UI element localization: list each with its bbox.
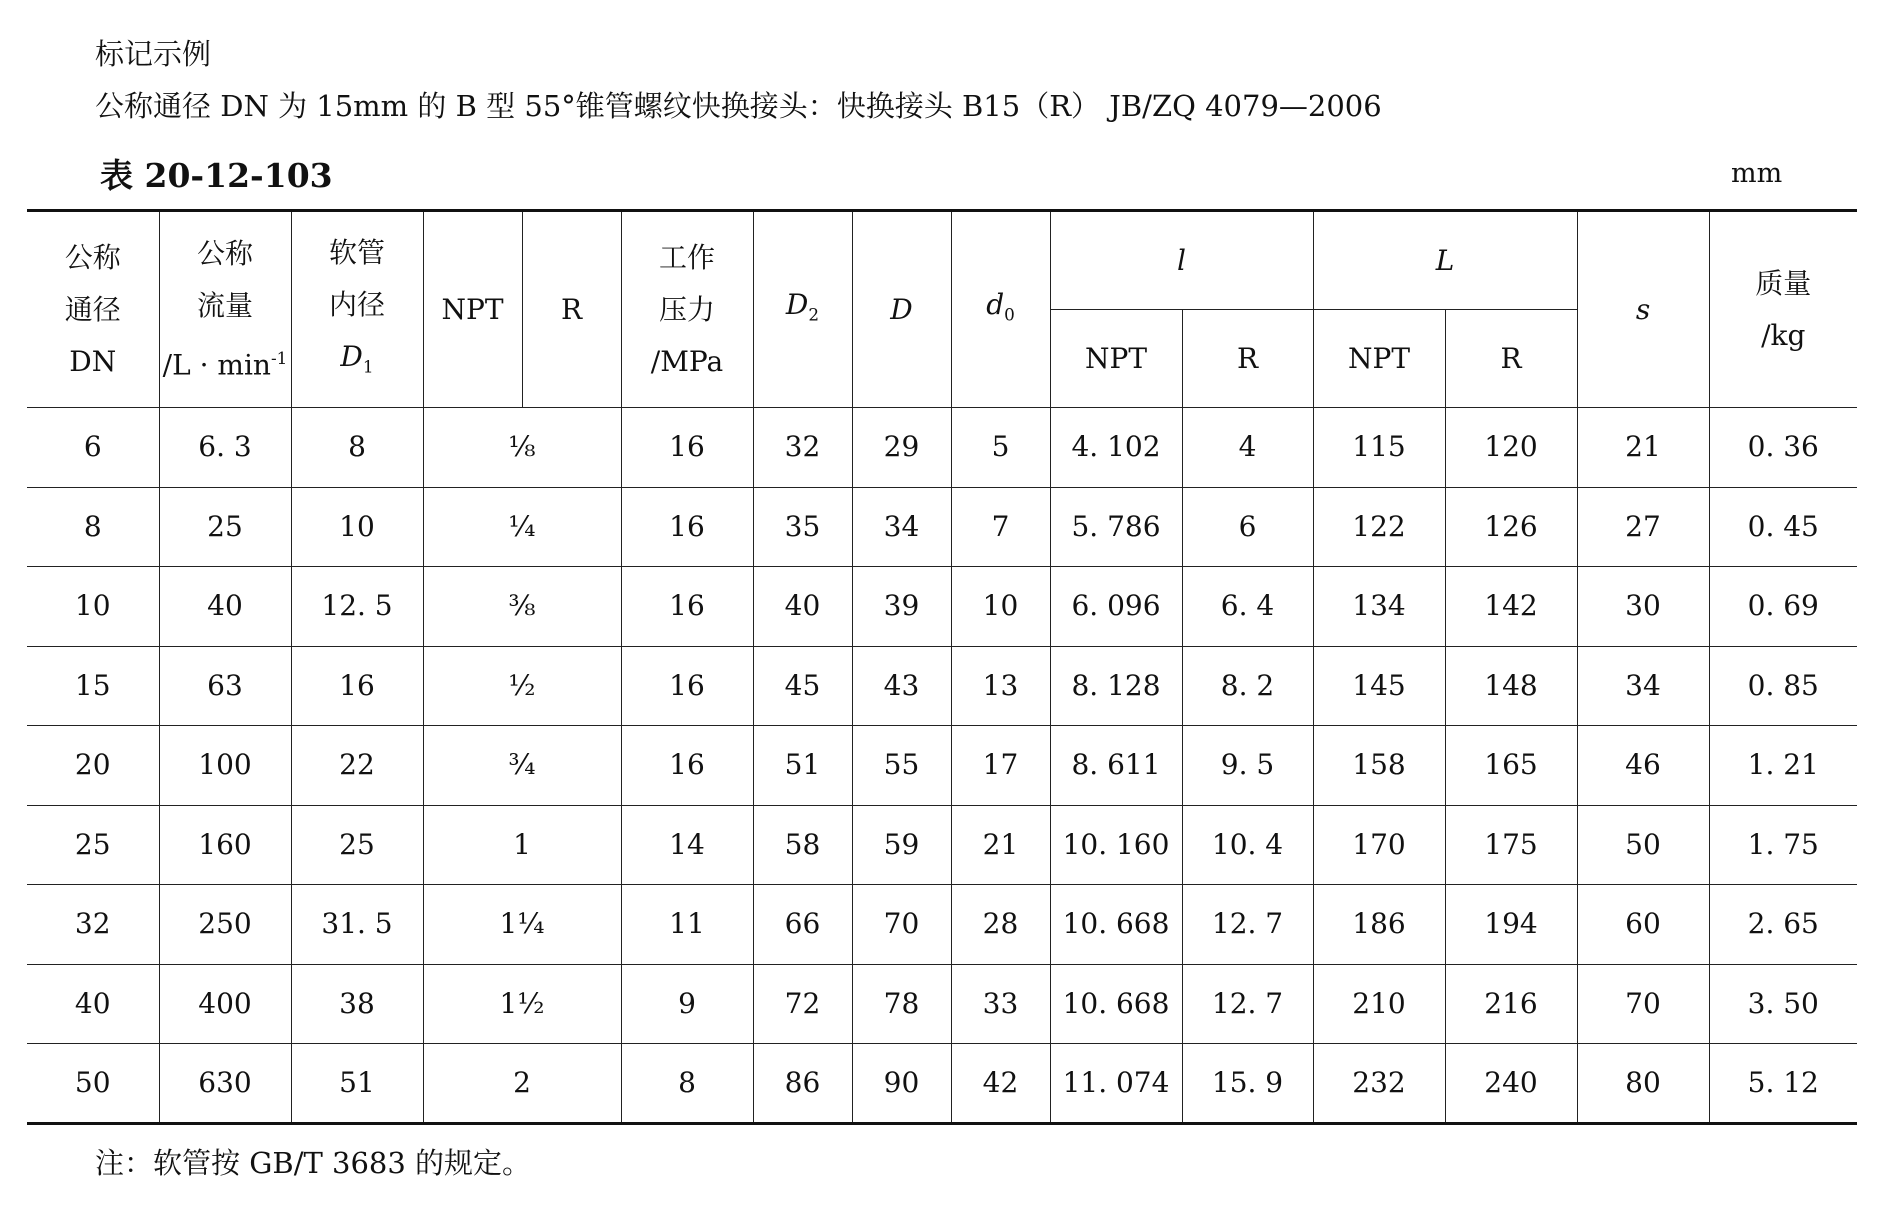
example-marking-text: 公称通径 DN 为 15mm 的 B 型 55°锥管螺纹快换接头：快换接头 B15（R） JB/ZQ 4079—2006 bbox=[95, 89, 1382, 123]
cell-hose-diameter: 22 bbox=[291, 726, 423, 806]
cell-L-npt: 145 bbox=[1313, 646, 1445, 726]
cell-L-r: 148 bbox=[1445, 646, 1577, 726]
cell-L-r: 175 bbox=[1445, 805, 1577, 885]
cell-s: 30 bbox=[1577, 567, 1709, 647]
cell-hose-diameter: 12. 5 bbox=[291, 567, 423, 647]
cell-dn: 8 bbox=[27, 487, 159, 567]
unit-label: mm bbox=[1731, 158, 1783, 189]
cell-D: 55 bbox=[852, 726, 951, 806]
cell-mass: 2. 65 bbox=[1709, 885, 1857, 965]
cell-L-npt: 232 bbox=[1313, 1044, 1445, 1124]
table-row bbox=[27, 408, 1857, 488]
spec-table bbox=[27, 209, 1857, 1125]
cell-l-npt: 5. 786 bbox=[1050, 487, 1182, 567]
cell-d2: 40 bbox=[753, 567, 852, 647]
cell-l-r: 6 bbox=[1182, 487, 1313, 567]
cell-mass: 0. 36 bbox=[1709, 408, 1857, 488]
cell-flow: 6. 3 bbox=[159, 408, 291, 488]
cell-s: 46 bbox=[1577, 726, 1709, 806]
header-l-npt: NPT bbox=[1050, 310, 1182, 408]
cell-flow: 25 bbox=[159, 487, 291, 567]
header-mass: 质量 /kg bbox=[1709, 211, 1857, 408]
cell-mass: 0. 85 bbox=[1709, 646, 1857, 726]
cell-pressure: 14 bbox=[621, 805, 753, 885]
header-L-npt: NPT bbox=[1313, 310, 1445, 408]
cell-thread: ⅜ bbox=[423, 567, 621, 647]
cell-D: 34 bbox=[852, 487, 951, 567]
cell-d2: 45 bbox=[753, 646, 852, 726]
header-hose-diameter: 软管 内径 $D_1$ bbox=[291, 211, 423, 408]
cell-d0: 21 bbox=[951, 805, 1050, 885]
cell-s: 34 bbox=[1577, 646, 1709, 726]
cell-thread: ¾ bbox=[423, 726, 621, 806]
cell-l-r: 12. 7 bbox=[1182, 964, 1313, 1044]
cell-pressure: 16 bbox=[621, 726, 753, 806]
cell-thread: 1 bbox=[423, 805, 621, 885]
cell-D: 43 bbox=[852, 646, 951, 726]
cell-l-r: 12. 7 bbox=[1182, 885, 1313, 965]
cell-hose-diameter: 25 bbox=[291, 805, 423, 885]
cell-D: 39 bbox=[852, 567, 951, 647]
cell-dn: 6 bbox=[27, 408, 159, 488]
cell-l-npt: 6. 096 bbox=[1050, 567, 1182, 647]
cell-thread: ½ bbox=[423, 646, 621, 726]
cell-l-r: 6. 4 bbox=[1182, 567, 1313, 647]
header-L-r: R bbox=[1445, 310, 1577, 408]
cell-d0: 42 bbox=[951, 1044, 1050, 1124]
cell-s: 21 bbox=[1577, 408, 1709, 488]
cell-L-r: 194 bbox=[1445, 885, 1577, 965]
header-pressure: 工作 压力 /MPa bbox=[621, 211, 753, 408]
header-d0: $d_0$ bbox=[951, 211, 1050, 408]
cell-L-r: 165 bbox=[1445, 726, 1577, 806]
cell-dn: 25 bbox=[27, 805, 159, 885]
cell-flow: 400 bbox=[159, 964, 291, 1044]
cell-l-r: 10. 4 bbox=[1182, 805, 1313, 885]
cell-flow: 40 bbox=[159, 567, 291, 647]
cell-D: 59 bbox=[852, 805, 951, 885]
cell-L-r: 142 bbox=[1445, 567, 1577, 647]
table-row bbox=[27, 1044, 1857, 1124]
cell-s: 70 bbox=[1577, 964, 1709, 1044]
cell-hose-diameter: 10 bbox=[291, 487, 423, 567]
cell-L-r: 126 bbox=[1445, 487, 1577, 567]
header-l-small: l bbox=[1050, 211, 1313, 310]
header-dn: 公称 通径 DN bbox=[27, 211, 159, 408]
cell-hose-diameter: 38 bbox=[291, 964, 423, 1044]
cell-mass: 0. 45 bbox=[1709, 487, 1857, 567]
cell-L-npt: 170 bbox=[1313, 805, 1445, 885]
cell-d0: 7 bbox=[951, 487, 1050, 567]
table-note: 注：软管按 GB/T 3683 的规定。 bbox=[95, 1146, 532, 1180]
cell-d0: 33 bbox=[951, 964, 1050, 1044]
cell-hose-diameter: 51 bbox=[291, 1044, 423, 1124]
cell-L-npt: 134 bbox=[1313, 567, 1445, 647]
cell-l-npt: 10. 668 bbox=[1050, 964, 1182, 1044]
cell-s: 80 bbox=[1577, 1044, 1709, 1124]
cell-pressure: 11 bbox=[621, 885, 753, 965]
cell-l-npt: 10. 668 bbox=[1050, 885, 1182, 965]
header-npt: NPT bbox=[423, 211, 522, 408]
cell-d2: 72 bbox=[753, 964, 852, 1044]
cell-flow: 160 bbox=[159, 805, 291, 885]
cell-d2: 51 bbox=[753, 726, 852, 806]
cell-l-npt: 8. 611 bbox=[1050, 726, 1182, 806]
header-s: s bbox=[1577, 211, 1709, 408]
cell-L-r: 120 bbox=[1445, 408, 1577, 488]
cell-s: 27 bbox=[1577, 487, 1709, 567]
cell-l-r: 4 bbox=[1182, 408, 1313, 488]
cell-s: 50 bbox=[1577, 805, 1709, 885]
cell-pressure: 8 bbox=[621, 1044, 753, 1124]
cell-flow: 100 bbox=[159, 726, 291, 806]
cell-flow: 63 bbox=[159, 646, 291, 726]
cell-L-r: 216 bbox=[1445, 964, 1577, 1044]
cell-d2: 58 bbox=[753, 805, 852, 885]
cell-L-npt: 210 bbox=[1313, 964, 1445, 1044]
cell-pressure: 16 bbox=[621, 567, 753, 647]
cell-d2: 32 bbox=[753, 408, 852, 488]
cell-D: 29 bbox=[852, 408, 951, 488]
cell-L-r: 240 bbox=[1445, 1044, 1577, 1124]
cell-d2: 35 bbox=[753, 487, 852, 567]
cell-l-npt: 4. 102 bbox=[1050, 408, 1182, 488]
cell-mass: 1. 21 bbox=[1709, 726, 1857, 806]
table-row bbox=[27, 567, 1857, 647]
cell-thread: 1¼ bbox=[423, 885, 621, 965]
cell-pressure: 16 bbox=[621, 487, 753, 567]
table-row bbox=[27, 487, 1857, 567]
table-row bbox=[27, 885, 1857, 965]
cell-L-npt: 158 bbox=[1313, 726, 1445, 806]
cell-thread: 2 bbox=[423, 1044, 621, 1124]
header-r: R bbox=[522, 211, 621, 408]
cell-d0: 28 bbox=[951, 885, 1050, 965]
cell-d2: 86 bbox=[753, 1044, 852, 1124]
header-d2: $D_2$ bbox=[753, 211, 852, 408]
cell-dn: 40 bbox=[27, 964, 159, 1044]
cell-L-npt: 122 bbox=[1313, 487, 1445, 567]
cell-l-r: 9. 5 bbox=[1182, 726, 1313, 806]
cell-L-npt: 186 bbox=[1313, 885, 1445, 965]
cell-flow: 630 bbox=[159, 1044, 291, 1124]
cell-l-r: 15. 9 bbox=[1182, 1044, 1313, 1124]
cell-d2: 66 bbox=[753, 885, 852, 965]
cell-thread: 1½ bbox=[423, 964, 621, 1044]
cell-mass: 0. 69 bbox=[1709, 567, 1857, 647]
header-D: D bbox=[852, 211, 951, 408]
cell-pressure: 16 bbox=[621, 408, 753, 488]
header-l-r: R bbox=[1182, 310, 1313, 408]
cell-d0: 13 bbox=[951, 646, 1050, 726]
cell-D: 90 bbox=[852, 1044, 951, 1124]
cell-dn: 10 bbox=[27, 567, 159, 647]
cell-s: 60 bbox=[1577, 885, 1709, 965]
table-row bbox=[27, 964, 1857, 1044]
cell-hose-diameter: 31. 5 bbox=[291, 885, 423, 965]
cell-thread: ⅛ bbox=[423, 408, 621, 488]
cell-hose-diameter: 8 bbox=[291, 408, 423, 488]
cell-dn: 15 bbox=[27, 646, 159, 726]
cell-hose-diameter: 16 bbox=[291, 646, 423, 726]
cell-D: 78 bbox=[852, 964, 951, 1044]
cell-D: 70 bbox=[852, 885, 951, 965]
cell-dn: 32 bbox=[27, 885, 159, 965]
cell-mass: 3. 50 bbox=[1709, 964, 1857, 1044]
cell-l-npt: 11. 074 bbox=[1050, 1044, 1182, 1124]
table-row bbox=[27, 726, 1857, 806]
cell-d0: 17 bbox=[951, 726, 1050, 806]
cell-dn: 50 bbox=[27, 1044, 159, 1124]
table-row bbox=[27, 646, 1857, 726]
cell-L-npt: 115 bbox=[1313, 408, 1445, 488]
table-row bbox=[27, 805, 1857, 885]
cell-thread: ¼ bbox=[423, 487, 621, 567]
header-flow: 公称 流量 $/L \cdot \min^{-1}$ bbox=[159, 211, 291, 408]
example-title: 标记示例 bbox=[95, 37, 212, 71]
cell-pressure: 9 bbox=[621, 964, 753, 1044]
cell-l-npt: 8. 128 bbox=[1050, 646, 1182, 726]
header-L-large: L bbox=[1313, 211, 1577, 310]
cell-dn: 20 bbox=[27, 726, 159, 806]
cell-pressure: 16 bbox=[621, 646, 753, 726]
cell-l-npt: 10. 160 bbox=[1050, 805, 1182, 885]
cell-l-r: 8. 2 bbox=[1182, 646, 1313, 726]
cell-flow: 250 bbox=[159, 885, 291, 965]
cell-mass: 5. 12 bbox=[1709, 1044, 1857, 1124]
table-title: 表 20-12-103 bbox=[100, 156, 333, 195]
cell-d0: 10 bbox=[951, 567, 1050, 647]
cell-mass: 1. 75 bbox=[1709, 805, 1857, 885]
cell-d0: 5 bbox=[951, 408, 1050, 488]
